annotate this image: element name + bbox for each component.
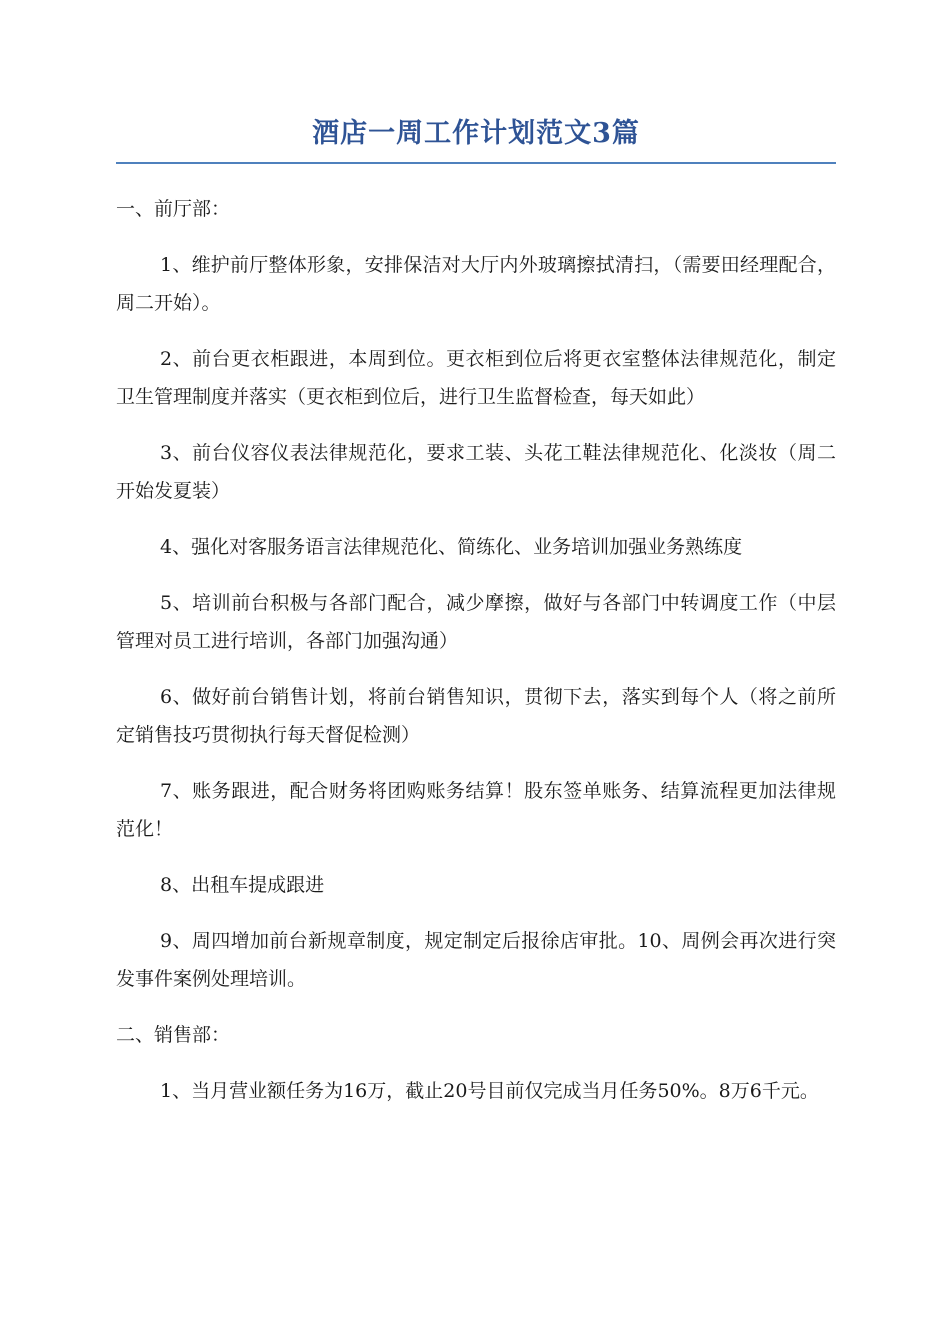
list-item: 1、维护前厅整体形象，安排保洁对大厅内外玻璃擦拭清扫，（需要田经理配合，周二开始）。 <box>116 254 836 314</box>
title-divider <box>116 162 836 164</box>
section-heading: 二、销售部： <box>116 1024 231 1046</box>
section-heading: 一、前厅部： <box>116 198 231 220</box>
list-item: 5、培训前台积极与各部门配合，减少摩擦，做好与各部门中转调度工作（中层管理对员工进行培训，各部门加强沟通） <box>116 592 836 652</box>
document-page <box>116 100 836 1128</box>
list-item: 7、账务跟进，配合财务将团购账务结算！股东签单账务、结算流程更加法律规范化！ <box>116 780 836 840</box>
list-item: 9、周四增加前台新规章制度，规定制定后报徐店审批。10、周例会再次进行突发事件案例处理培训。 <box>116 930 836 990</box>
section-sales <box>116 1016 836 1110</box>
list-item: 3、前台仪容仪表法律规范化，要求工装、头花工鞋法律规范化、化淡妆（周二开始发夏装） <box>116 442 836 502</box>
list-item: 8、出租车提成跟进 <box>160 874 325 896</box>
list-item: 4、强化对客服务语言法律规范化、简练化、业务培训加强业务熟练度 <box>160 536 743 558</box>
section-front-desk <box>116 190 836 998</box>
list-item: 2、前台更衣柜跟进，本周到位。更衣柜到位后将更衣室整体法律规范化，制定卫生管理制度并落实（更衣柜到位后，进行卫生监督检查，每天如此） <box>116 348 836 408</box>
list-item: 6、做好前台销售计划，将前台销售知识，贯彻下去，落实到每个人（将之前所定销售技巧贯彻执行每天督促检测） <box>116 686 836 746</box>
list-item: 1、当月营业额任务为16万，截止20号目前仅完成当月任务50%。8万6千元。 <box>160 1080 819 1102</box>
document-title: 酒店一周工作计划范文3篇 <box>312 118 640 149</box>
